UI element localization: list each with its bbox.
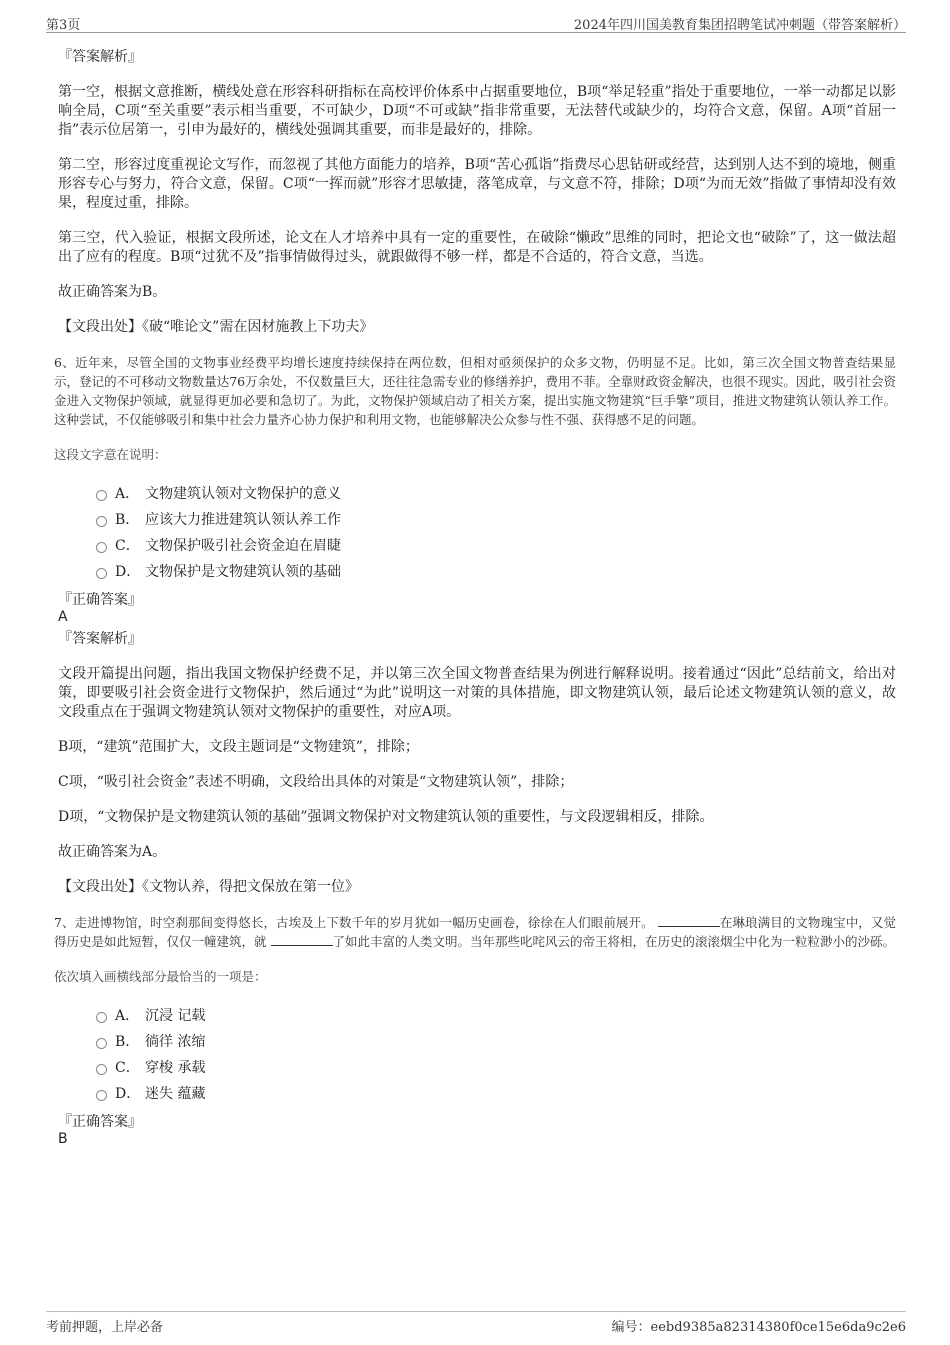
- q5-analysis-heading: 『答案解析』: [58, 49, 142, 65]
- radio-icon[interactable]: [96, 1038, 107, 1049]
- q6-answer: A: [58, 609, 68, 625]
- radio-icon[interactable]: [96, 516, 107, 527]
- radio-icon[interactable]: [96, 490, 107, 501]
- q5-source: 【文段出处】《破“唯论文”需在因材施教上下功夫》: [58, 319, 374, 335]
- q5-conclusion: 故正确答案为B。: [58, 284, 167, 300]
- q7-stem: [54, 913, 896, 951]
- document-title: 2024年四川国美教育集团招聘笔试冲刺题（带答案解析）: [573, 18, 906, 33]
- option-letter: A．: [115, 486, 140, 502]
- option-text: 穿梭 承载: [145, 1060, 206, 1076]
- q6-option-c[interactable]: [96, 532, 896, 558]
- radio-icon[interactable]: [96, 1064, 107, 1075]
- q7-option-d[interactable]: [96, 1080, 896, 1106]
- q7-options: [58, 1002, 896, 1106]
- q6-analysis-para-3: C项，“吸引社会资金”表述不明确，文段给出具体的对策是“文物建筑认领”，排除；: [58, 774, 574, 790]
- option-text: 迷失 蕴藏: [145, 1086, 206, 1102]
- option-text: 徜徉 浓缩: [145, 1034, 206, 1050]
- q6-answer-heading: 『正确答案』: [58, 592, 142, 608]
- q6-option-a[interactable]: [96, 480, 896, 506]
- option-text: 文物保护是文物建筑认领的基础: [145, 564, 341, 580]
- option-letter: D．: [115, 1086, 141, 1102]
- q7-stem-part-1: 7、走进博物馆，时空刹那间变得悠长，古埃及上下数千年的岁月犹如一幅历史画卷，徐徐在人们眼前展开。: [54, 915, 654, 930]
- document-body: [54, 47, 896, 1151]
- q6-analysis-para-4: D项，“文物保护是文物建筑认领的基础”强调文物保护对文物建筑认领的重要性，与文段逻辑相反，排除。: [58, 809, 714, 825]
- option-letter: C．: [115, 1060, 140, 1076]
- option-letter: C．: [115, 538, 140, 554]
- q7-option-b[interactable]: [96, 1028, 896, 1054]
- q7-option-c[interactable]: [96, 1054, 896, 1080]
- radio-icon[interactable]: [96, 542, 107, 553]
- q7-option-a[interactable]: [96, 1002, 896, 1028]
- q7-ask: 依次填入画横线部分最恰当的一项是：: [54, 969, 267, 984]
- q7-answer: B: [58, 1131, 68, 1147]
- q6-stem: 6、近年来，尽管全国的文物事业经费平均增长速度持续保持在两位数，但相对亟须保护的众多文物，仍明显不足。比如，第三次全国文物普查结果显示，登记的不可移动文物数量达76万余处，不仅数量巨大，还往往急需专业的修缮养护，费用不菲。全靠财政资金解决，也很不现实。因此，吸引社会资金进入文物保护领域，就显得更加必要和急切了。为此，文物保护领域启动了相关方案，提出实施文物建筑“巨手擎”项目，推进文物建筑认领认养工作。这种尝试，不仅能够吸引和集中社会力量齐心协力保护和利用文物，也能够解决公众参与性不强、获得感不足的问题。: [54, 355, 896, 427]
- radio-icon[interactable]: [96, 568, 107, 579]
- option-letter: A．: [115, 1008, 140, 1024]
- option-text: 文物保护吸引社会资金迫在眉睫: [145, 538, 341, 554]
- q7-stem-part-3: 了如此丰富的人类文明。当年那些叱咤风云的帝王将相，在历史的滚滚烟尘中化为一粒粒渺小的沙砾。: [332, 934, 896, 949]
- radio-icon[interactable]: [96, 1090, 107, 1101]
- radio-icon[interactable]: [96, 1012, 107, 1023]
- q7-answer-heading: 『正确答案』: [58, 1114, 142, 1130]
- option-letter: D．: [115, 564, 141, 580]
- option-text: 沉浸 记载: [145, 1008, 206, 1024]
- q6-analysis-para-1: 文段开篇提出问题，指出我国文物保护经费不足，并以第三次全国文物普查结果为例进行解释说明。接着通过“因此”总结前文，给出对策，即要吸引社会资金进行文物保护，然后通过“为此”说明这一对策的具体措施，即文物建筑认领，最后论述文物建筑认领的意义，故文段重点在于强调文物建筑认领对文物保护的重要性，对应A项。: [58, 666, 896, 720]
- option-letter: B．: [115, 1034, 140, 1050]
- option-text: 文物建筑认领对文物保护的意义: [145, 486, 341, 502]
- q7-stem-part-2: 在琳琅满目的文物瑰宝中，又觉得历史是如此短暂，仅仅一幢建筑，就: [54, 915, 896, 949]
- page-header: [46, 12, 906, 33]
- q6-analysis-heading: 『答案解析』: [58, 631, 142, 647]
- q6-ask: 这段文字意在说明：: [54, 447, 167, 462]
- q6-conclusion: 故正确答案为A。: [58, 844, 167, 860]
- q6-option-d[interactable]: [96, 558, 896, 584]
- q5-analysis-para-1: 第一空，根据文意推断，横线处意在形容科研指标在高校评价体系中占据重要地位，B项“举足轻重”指处于重要地位，一举一动都足以影响全局，C项“至关重要”表示相当重要，不可缺少，D项“不可或缺”指非常重要，无法替代或缺少的，均符合文意，保留。A项“首屈一指”表示位居第一，引申为最好的，横线处强调其重要，而非是最好的，排除。: [58, 84, 896, 138]
- q5-analysis-para-3: 第三空，代入验证，根据文段所述，论文在人才培养中具有一定的重要性，在破除“懒政”思维的同时，把论文也“破除”了，这一做法超出了应有的程度。B项“过犹不及”指事情做得过头，就跟做得不够一样，都是不合适的，符合文意，当选。: [58, 230, 896, 265]
- q5-analysis-para-2: 第二空，形容过度重视论文写作，而忽视了其他方面能力的培养，B项“苦心孤诣”指费尽心思钻研或经营，达到别人达不到的境地，侧重形容专心与努力，符合文意，保留。C项“一挥而就”形容才思敏捷，落笔成章，与文意不符，排除；D项“为而无效”指做了事情却没有效果，程度过重，排除。: [58, 157, 896, 211]
- page-number: 第3页: [46, 18, 81, 33]
- q6-source: 【文段出处】《文物认养，得把文保放在第一位》: [58, 879, 359, 895]
- option-letter: B．: [115, 512, 140, 528]
- footer-slogan: 考前押题，上岸必备: [46, 1320, 164, 1335]
- fill-blank-1: [658, 915, 720, 927]
- option-text: 应该大力推进建筑认领认养工作: [145, 512, 341, 528]
- q6-analysis-para-2: B项，“建筑”范围扩大，文段主题词是“文物建筑”，排除；: [58, 739, 419, 755]
- q6-option-b[interactable]: [96, 506, 896, 532]
- q6-options: [58, 480, 896, 584]
- page-footer: [46, 1311, 906, 1334]
- fill-blank-2: [271, 934, 333, 946]
- document-id: 编号：eebd9385a82314380f0ce15e6da9c2e6: [611, 1320, 906, 1335]
